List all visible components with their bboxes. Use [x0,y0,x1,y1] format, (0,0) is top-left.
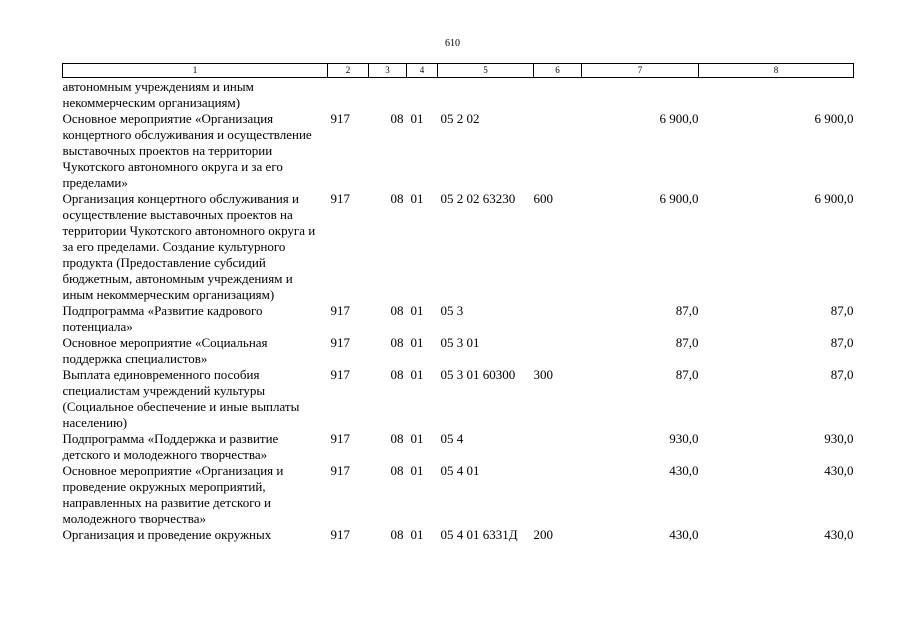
row-value-cell: 05 2 02 [440,111,480,126]
row-value-cell: 6 900,0 [659,111,699,126]
row-name-cell: Подпрограмма «Развитие кадрового потенциала» [62,303,263,334]
row-value-cell [582,78,699,112]
row-value-cell: 917 [330,431,350,446]
row-value-cell: 87,0 [675,303,699,318]
row-value-cell: 600 [533,191,553,206]
row-value-cell: 6 900,0 [814,191,854,206]
row-value-cell: 917 [330,527,350,542]
row-name-cell: Подпрограмма «Поддержка и развитие детского и молодежного творчества» [62,431,279,462]
row-value-cell [534,335,582,367]
row-value-cell: 01 [410,431,424,446]
row-value-cell: 05 4 01 6331Д [440,527,518,542]
row-value-cell: 917 [330,191,350,206]
row-value-cell: 87,0 [675,335,699,350]
row-value-cell: 01 [410,191,424,206]
table-row [63,111,854,191]
column-header: 6 [534,64,582,78]
row-value-cell: 430,0 [824,527,854,542]
row-value-cell [407,78,438,112]
table-row [63,463,854,527]
row-value-cell: 200 [533,527,553,542]
row-value-cell: 930,0 [669,431,699,446]
row-name-cell: Основное мероприятие «Организация концертного обслуживания и осуществление выставочных проектов на территории Чукотского автономного округа и за его пределами» [62,111,312,190]
table-row [63,78,854,112]
row-value-cell: 6 900,0 [659,191,699,206]
row-value-cell [534,111,582,191]
row-value-cell [534,78,582,112]
table-row [63,527,854,543]
row-value-cell: 01 [410,303,424,318]
row-value-cell: 01 [410,335,424,350]
row-value-cell: 05 3 01 [440,335,480,350]
row-name-cell: автономным учреждениям и иным некоммерческим организациям) [62,79,254,110]
row-value-cell: 08 [390,191,404,206]
row-value-cell: 08 [390,527,404,542]
column-header: 3 [369,64,407,78]
row-value-cell [534,431,582,463]
row-value-cell [369,78,407,112]
row-value-cell: 08 [390,463,404,478]
row-value-cell: 300 [533,367,553,382]
column-header: 1 [63,64,328,78]
row-value-cell: 930,0 [824,431,854,446]
row-value-cell: 08 [390,335,404,350]
column-header: 4 [407,64,438,78]
table-row [63,431,854,463]
column-header: 2 [328,64,369,78]
row-value-cell: 05 4 01 [440,463,480,478]
row-value-cell: 08 [390,431,404,446]
table-row [63,191,854,303]
column-header: 7 [582,64,699,78]
row-value-cell: 01 [410,527,424,542]
row-value-cell: 05 4 [440,431,464,446]
column-header: 8 [699,64,854,78]
row-value-cell [328,78,369,112]
row-value-cell: 08 [390,367,404,382]
row-value-cell: 01 [410,111,424,126]
row-value-cell: 87,0 [675,367,699,382]
row-name-cell: Организация и проведение окружных [62,527,272,542]
row-value-cell: 87,0 [830,367,854,382]
row-value-cell: 6 900,0 [814,111,854,126]
row-value-cell [699,78,854,112]
row-name-cell: Основное мероприятие «Социальная поддержка специалистов» [62,335,268,366]
row-value-cell [534,463,582,527]
row-value-cell: 05 3 [440,303,464,318]
row-value-cell: 430,0 [669,527,699,542]
page-number: 610 [445,38,460,49]
row-name-cell: Организация концертного обслуживания и осуществление выставочных проектов на территории Чукотского автономного округа и за его пределами. Создание культурного продукта (Предоставление субсидий бюджетным, автономным учреждениям и иным некоммерческим организациям) [62,191,316,302]
row-value-cell: 08 [390,303,404,318]
row-value-cell: 08 [390,111,404,126]
row-value-cell: 917 [330,111,350,126]
table-header-row [63,64,854,78]
table-row [63,367,854,431]
row-value-cell [534,303,582,335]
row-value-cell: 917 [330,303,350,318]
row-value-cell: 01 [410,463,424,478]
row-name-cell: Основное мероприятие «Организация и проведение окружных мероприятий, направленных на развитие детского и молодежного творчества» [62,463,284,526]
table-row [63,303,854,335]
row-value-cell: 917 [330,335,350,350]
row-value-cell: 87,0 [830,335,854,350]
row-value-cell: 05 2 02 63230 [440,191,516,206]
row-value-cell: 430,0 [669,463,699,478]
row-value-cell: 05 3 01 60300 [440,367,516,382]
row-value-cell: 917 [330,367,350,382]
row-value-cell: 01 [410,367,424,382]
row-name-cell: Выплата единовременного пособия специалистам учреждений культуры (Социальное обеспечение и иные выплаты населению) [62,367,300,430]
row-value-cell: 430,0 [824,463,854,478]
column-header: 5 [438,64,534,78]
budget-table [62,63,854,543]
row-value-cell: 87,0 [830,303,854,318]
table-row [63,335,854,367]
row-value-cell: 917 [330,463,350,478]
row-value-cell [438,78,534,112]
